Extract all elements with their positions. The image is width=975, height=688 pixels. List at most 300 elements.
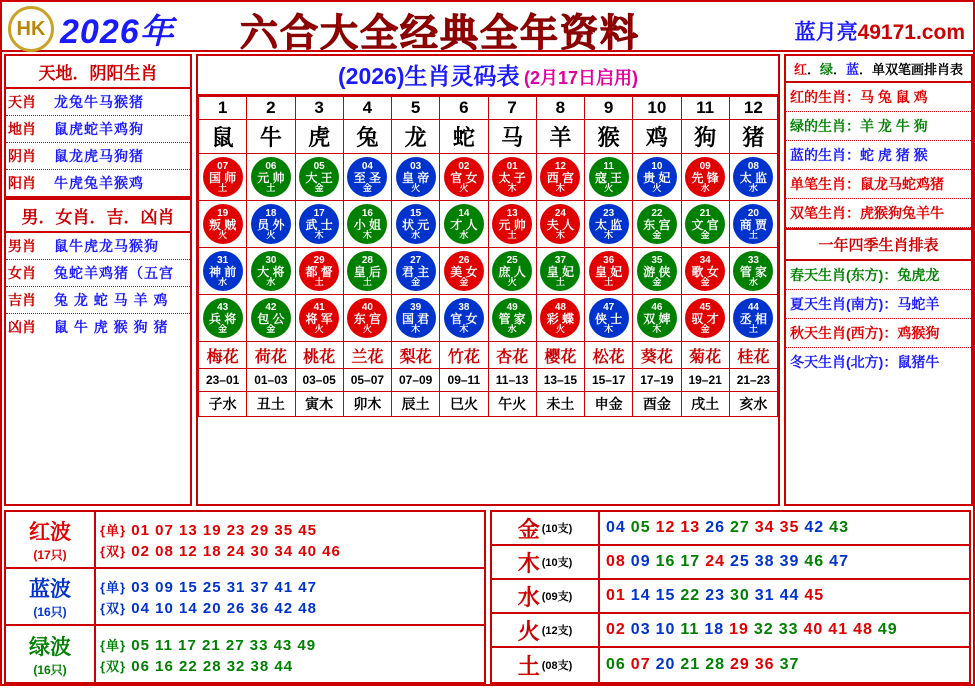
- row-key: 地肖: [8, 121, 36, 137]
- wave-line: [96, 655, 484, 676]
- table-title-sub: (2月17日启用): [523, 68, 638, 88]
- list-item: 冬天生肖(北方)：鼠猪牛: [790, 354, 940, 370]
- element-number: 19: [729, 621, 749, 638]
- table-row-index: [199, 97, 778, 120]
- time-range-cell: 13–15: [536, 369, 584, 392]
- number-ball: [492, 251, 532, 291]
- number-ball: [733, 157, 773, 197]
- ball-element: 木: [604, 229, 614, 240]
- wave-tag: {单}: [100, 522, 127, 538]
- number-ball: [347, 204, 387, 244]
- number-ball: [347, 251, 387, 291]
- element-count: (08支): [541, 660, 573, 672]
- element-number: 26: [705, 519, 725, 536]
- element-number: 41: [828, 621, 849, 638]
- row-key: 夏天生肖(南方): [790, 296, 884, 312]
- number-ball: [492, 298, 532, 338]
- number-ball: [444, 251, 484, 291]
- element-number: 22: [680, 587, 701, 604]
- ball-element: 水: [700, 182, 710, 193]
- list-item: [6, 287, 190, 314]
- wave-numbers: 03 09 15 25 31 37 41 47: [131, 578, 317, 596]
- ball-cell: [392, 248, 440, 295]
- element-name: 金: [517, 516, 540, 542]
- ball-number: 29: [313, 254, 325, 266]
- ball-cell: [343, 248, 391, 295]
- ball-element: 金: [362, 182, 372, 193]
- element-cell: 申金: [585, 392, 633, 417]
- title-green: 绿: [819, 62, 833, 77]
- column-index: 9: [585, 97, 633, 120]
- element-number: 36: [754, 656, 775, 673]
- ball-word: 游 侠: [643, 264, 671, 279]
- element-cell: 亥水: [729, 392, 777, 417]
- ball-element: 金: [652, 276, 662, 287]
- content-body: [2, 52, 973, 688]
- wave-count: (17只): [33, 548, 67, 562]
- element-number: 16: [655, 553, 676, 570]
- row-value: 蛇 虎 猪 猴: [860, 147, 928, 163]
- ball-element: 火: [314, 323, 324, 334]
- number-ball: [492, 204, 532, 244]
- ball-cell: [247, 154, 295, 201]
- row-value: 龙兔牛马猴猪: [54, 94, 144, 110]
- row-value: 鼠龙虎马狗猪: [54, 148, 144, 164]
- flower-cell: 梅花: [199, 342, 247, 369]
- element-number: 02: [606, 621, 626, 638]
- ball-cell: [392, 201, 440, 248]
- number-ball: [203, 298, 243, 338]
- ball-cell: [536, 201, 584, 248]
- number-ball: [347, 298, 387, 338]
- number-ball: [589, 251, 629, 291]
- ball-word: 太 监: [739, 170, 768, 185]
- element-cell: 午火: [488, 392, 536, 417]
- number-ball: [540, 298, 580, 338]
- ball-cell: [536, 154, 584, 201]
- ball-number: 40: [361, 301, 373, 313]
- ball-number: 36: [603, 254, 615, 266]
- column-index: 10: [633, 97, 681, 120]
- ball-word: 先 锋: [691, 170, 719, 185]
- season-title: 一年四季生肖排表: [786, 228, 971, 261]
- ball-number: 42: [265, 301, 277, 313]
- element-number: 48: [853, 621, 873, 638]
- element-number: 49: [877, 621, 898, 638]
- element-row: [492, 580, 969, 614]
- zodiac-cell: 猪: [729, 120, 777, 154]
- element-numbers-group: [600, 553, 969, 571]
- wave-line: [96, 540, 484, 561]
- zodiac-cell: 鼠: [199, 120, 247, 154]
- column-index: 5: [392, 97, 440, 120]
- row-key: 红的生肖: [790, 89, 846, 105]
- ball-word: 寇 王: [594, 170, 623, 185]
- ball-cell: [343, 295, 391, 342]
- ball-number: 07: [217, 160, 229, 172]
- ball-element: 木: [314, 229, 324, 240]
- row-key: 天肖: [8, 94, 36, 110]
- number-ball: [733, 204, 773, 244]
- ball-element: 金: [411, 276, 421, 287]
- flower-cell: 杏花: [488, 342, 536, 369]
- flower-cell: 梨花: [392, 342, 440, 369]
- table-title-main: (2026)生肖灵码表: [338, 63, 520, 89]
- row-value: 马蛇羊: [897, 296, 940, 312]
- wave-line: [96, 576, 484, 597]
- table-row-zodiac: [199, 120, 778, 154]
- ball-cell: [392, 295, 440, 342]
- element-row: [492, 614, 969, 648]
- element-count: (09支): [541, 591, 573, 603]
- ball-word: 大 王: [305, 170, 333, 185]
- row-value: 鼠虎蛇羊鸡狗: [54, 121, 144, 137]
- ball-element: 水: [459, 229, 469, 240]
- element-number: 42: [804, 519, 825, 536]
- number-ball: [299, 157, 339, 197]
- wave-label: [6, 569, 96, 624]
- ball-word: 皇 妃: [546, 264, 575, 279]
- column-index: 11: [681, 97, 729, 120]
- element-number: 47: [829, 553, 849, 570]
- zodiac-cell: 狗: [681, 120, 729, 154]
- element-number: 18: [704, 621, 725, 638]
- ball-number: 41: [313, 301, 325, 313]
- wave-numbers: 02 08 12 18 24 30 34 40 46: [131, 542, 341, 560]
- list-item: 秋天生肖(西方)：鸡猴狗: [786, 319, 971, 348]
- ball-word: 管 家: [498, 311, 526, 326]
- flower-cell: 竹花: [440, 342, 488, 369]
- number-ball: [589, 157, 629, 197]
- ball-number: 49: [506, 301, 518, 313]
- ball-element: 金: [314, 182, 324, 193]
- element-number: 08: [606, 553, 626, 570]
- ball-word: 将 军: [305, 311, 333, 326]
- element-cell: 酉金: [633, 392, 681, 417]
- number-ball: [637, 298, 677, 338]
- ball-cell: [295, 248, 343, 295]
- element-cell: 卯木: [343, 392, 391, 417]
- wave-numbers-group: [96, 569, 484, 624]
- element-number: 05: [630, 519, 651, 536]
- ball-cell: [729, 154, 777, 201]
- ball-cell: [488, 248, 536, 295]
- flower-cell: 桃花: [295, 342, 343, 369]
- ball-cell: [199, 201, 247, 248]
- ball-element: 金: [700, 276, 710, 287]
- element-label: [492, 648, 600, 682]
- ball-number: 16: [361, 207, 373, 219]
- flower-cell: 荷花: [247, 342, 295, 369]
- site-brand: 蓝月亮: [794, 21, 858, 44]
- row-key: 冬天生肖(北方): [790, 354, 884, 370]
- ball-element: 水: [507, 323, 517, 334]
- list-item: [6, 233, 190, 260]
- element-label: [492, 546, 600, 578]
- column-index: 2: [247, 97, 295, 120]
- year-label: 2026年: [60, 13, 175, 51]
- number-ball: [589, 204, 629, 244]
- element-number: 32: [753, 621, 774, 638]
- row-key: 阳肖: [8, 175, 36, 191]
- row-value: 羊 龙 牛 狗: [860, 118, 928, 134]
- ball-element: 水: [266, 276, 276, 287]
- element-number: 34: [754, 519, 775, 536]
- ball-word: 管 家: [739, 264, 768, 279]
- bottom-section: [4, 510, 971, 684]
- site-watermark: [795, 16, 965, 46]
- ball-number: 22: [651, 207, 663, 219]
- ball-word: 皇 帝: [401, 170, 430, 185]
- element-number: 29: [729, 656, 750, 673]
- ball-number: 15: [410, 207, 422, 219]
- table-row: [199, 295, 778, 342]
- zodiac-cell: 猴: [585, 120, 633, 154]
- ball-cell: [536, 248, 584, 295]
- element-number: 27: [729, 519, 750, 536]
- ball-cell: [681, 248, 729, 295]
- wave-numbers: 01 07 13 19 23 29 35 45: [131, 521, 317, 539]
- column-index: 1: [199, 97, 247, 120]
- ball-word: 皇 后: [353, 264, 382, 279]
- list-item: [6, 314, 190, 340]
- ball-element: 火: [555, 323, 565, 334]
- ball-element: 水: [748, 276, 758, 287]
- number-ball: [637, 204, 677, 244]
- ball-element: 金: [700, 229, 710, 240]
- ball-word: 官 女: [450, 170, 478, 185]
- element-number: 17: [680, 553, 701, 570]
- element-cell: 辰土: [392, 392, 440, 417]
- time-range-cell: 05–07: [343, 369, 391, 392]
- number-ball: [444, 204, 484, 244]
- row-value: 虎猴狗兔羊牛: [860, 205, 944, 221]
- row-key: 蓝的生肖: [790, 147, 846, 163]
- list-item: 单笔生肖：鼠龙马蛇鸡猪: [786, 170, 971, 199]
- element-number: 13: [680, 519, 701, 536]
- element-number: 10: [655, 621, 676, 638]
- ball-cell: [633, 154, 681, 201]
- element-number: 35: [779, 519, 800, 536]
- ball-element: 土: [266, 182, 276, 193]
- ball-number: 02: [458, 160, 470, 172]
- ball-element: 木: [555, 229, 565, 240]
- ball-cell: [343, 201, 391, 248]
- ball-word: 商 贾: [739, 217, 768, 232]
- wave-numbers-group: [96, 626, 484, 683]
- ball-number: 33: [747, 254, 759, 266]
- row-key: 绿的生肖: [790, 118, 846, 134]
- wave-row: [6, 626, 484, 683]
- ball-number: 20: [747, 207, 759, 219]
- time-range-cell: 19–21: [681, 369, 729, 392]
- ball-word: 官 女: [450, 311, 478, 326]
- row-value: 兔蛇羊鸡猪（五宫: [54, 265, 174, 281]
- element-number: 07: [630, 656, 651, 673]
- row-key: 春天生肖(东方): [790, 267, 884, 283]
- ball-cell: [536, 295, 584, 342]
- wave-line: [96, 597, 484, 618]
- element-label: [492, 580, 600, 612]
- element-count: (10支): [541, 523, 573, 535]
- number-ball: [637, 251, 677, 291]
- number-ball: [444, 298, 484, 338]
- ball-cell: [392, 154, 440, 201]
- ball-word: 东 宫: [643, 217, 671, 232]
- list-item: [6, 143, 190, 170]
- number-ball: [685, 251, 725, 291]
- element-number: 40: [803, 621, 824, 638]
- ball-cell: [633, 248, 681, 295]
- wave-line: [96, 634, 484, 655]
- element-numbers-group: [600, 621, 969, 639]
- ball-cell: [585, 248, 633, 295]
- ball-word: 歌 女: [691, 264, 719, 279]
- ball-word: 东 宫: [353, 311, 382, 326]
- number-ball: [396, 157, 436, 197]
- element-number: 09: [630, 553, 651, 570]
- element-number: 21: [680, 656, 701, 673]
- table-row: [199, 201, 778, 248]
- time-range-cell: 09–11: [440, 369, 488, 392]
- time-range-cell: 03–05: [295, 369, 343, 392]
- number-ball: [203, 251, 243, 291]
- time-range-cell: 17–19: [633, 369, 681, 392]
- row-value: 兔虎龙: [897, 267, 940, 283]
- ball-element: 土: [507, 229, 517, 240]
- list-item: 春天生肖(东方)：兔虎龙: [786, 261, 971, 290]
- number-ball: [540, 251, 580, 291]
- list-item: [6, 260, 190, 287]
- ball-element: 土: [555, 276, 565, 287]
- nannv-box: [6, 198, 190, 340]
- zodiac-cell: 鸡: [633, 120, 681, 154]
- right-column: [784, 54, 973, 506]
- time-range-cell: 11–13: [488, 369, 536, 392]
- ball-cell: [247, 201, 295, 248]
- row-value: 兔 龙 蛇 马 羊 鸡: [54, 292, 169, 308]
- element-number: 14: [630, 587, 651, 604]
- number-ball: [492, 157, 532, 197]
- ball-cell: [488, 295, 536, 342]
- element-count: (10支): [541, 557, 573, 569]
- ball-number: 01: [506, 160, 518, 172]
- ball-element: 金: [652, 229, 662, 240]
- wave-tag: {双}: [100, 600, 127, 616]
- element-cell: 戌土: [681, 392, 729, 417]
- ball-cell: [633, 295, 681, 342]
- ball-element: 木: [507, 182, 517, 193]
- ball-number: 30: [265, 254, 277, 266]
- ball-number: 24: [554, 207, 566, 219]
- ball-word: 员 外: [257, 217, 285, 232]
- row-key: 单笔生肖: [790, 176, 846, 192]
- ball-word: 国 师: [208, 170, 237, 185]
- ball-cell: [585, 295, 633, 342]
- ball-element: 金: [218, 323, 228, 334]
- ball-element: 火: [652, 182, 662, 193]
- ball-element: 木: [555, 182, 565, 193]
- ball-number: 37: [554, 254, 566, 266]
- element-number: 43: [829, 519, 849, 536]
- ball-number: 45: [699, 301, 711, 313]
- ball-number: 31: [217, 254, 229, 266]
- ball-cell: [199, 154, 247, 201]
- ball-word: 双 婢: [643, 311, 671, 326]
- element-name: 土: [517, 653, 540, 679]
- ball-cell: [440, 154, 488, 201]
- zodiac-cell: 龙: [392, 120, 440, 154]
- ball-word: 状 元: [401, 217, 430, 232]
- element-cell: 丑土: [247, 392, 295, 417]
- list-item: 红的生肖：马 兔 鼠 鸡: [786, 83, 971, 112]
- ball-cell: [199, 295, 247, 342]
- ball-number: 25: [506, 254, 518, 266]
- ball-element: 金: [700, 323, 710, 334]
- ball-element: 木: [652, 323, 662, 334]
- wave-tag: {单}: [100, 579, 127, 595]
- number-ball: [396, 251, 436, 291]
- zodiac-cell: 虎: [295, 120, 343, 154]
- wave-name: 蓝波: [29, 578, 71, 601]
- number-ball: [540, 204, 580, 244]
- ball-word: 贵 妃: [643, 170, 671, 185]
- ball-cell: [343, 154, 391, 201]
- ball-element: 土: [604, 276, 614, 287]
- element-label: [492, 512, 600, 544]
- element-cell: 未土: [536, 392, 584, 417]
- ball-word: 武 士: [305, 217, 333, 232]
- number-ball: [251, 251, 291, 291]
- number-ball: [251, 204, 291, 244]
- list-item: [6, 116, 190, 143]
- ball-cell: [440, 248, 488, 295]
- ball-number: 23: [603, 207, 615, 219]
- row-value: 马 兔 鼠 鸡: [860, 89, 928, 105]
- element-number: 25: [729, 553, 750, 570]
- column-index: 6: [440, 97, 488, 120]
- time-range-cell: 23–01: [199, 369, 247, 392]
- ball-word: 美 女: [450, 264, 478, 279]
- ball-word: 丞 相: [739, 311, 768, 326]
- wave-numbers: 04 10 14 20 26 36 42 48: [131, 599, 317, 617]
- ball-word: 包 公: [257, 311, 285, 326]
- ball-element: 土: [362, 276, 372, 287]
- ball-word: 庶 人: [498, 264, 526, 279]
- time-range-cell: 15–17: [585, 369, 633, 392]
- element-number: 20: [655, 656, 676, 673]
- table-title: [198, 56, 778, 96]
- column-index: 12: [729, 97, 777, 120]
- ball-number: 11: [603, 160, 614, 172]
- element-number: 24: [705, 553, 725, 570]
- element-number: 46: [804, 553, 825, 570]
- number-ball: [203, 204, 243, 244]
- row-key: 女肖: [8, 265, 36, 281]
- element-number: 23: [705, 587, 725, 604]
- element-row: [492, 648, 969, 682]
- wave-table: [4, 510, 486, 684]
- ball-word: 元 帅: [498, 217, 526, 232]
- element-count: (12支): [541, 625, 573, 637]
- ball-element: 火: [411, 182, 421, 193]
- element-number: 12: [655, 519, 676, 536]
- number-ball: [299, 251, 339, 291]
- ball-element: 火: [604, 182, 614, 193]
- ball-number: 04: [361, 160, 373, 172]
- ball-element: 火: [362, 323, 372, 334]
- list-item: 夏天生肖(南方)：马蛇羊: [786, 290, 971, 319]
